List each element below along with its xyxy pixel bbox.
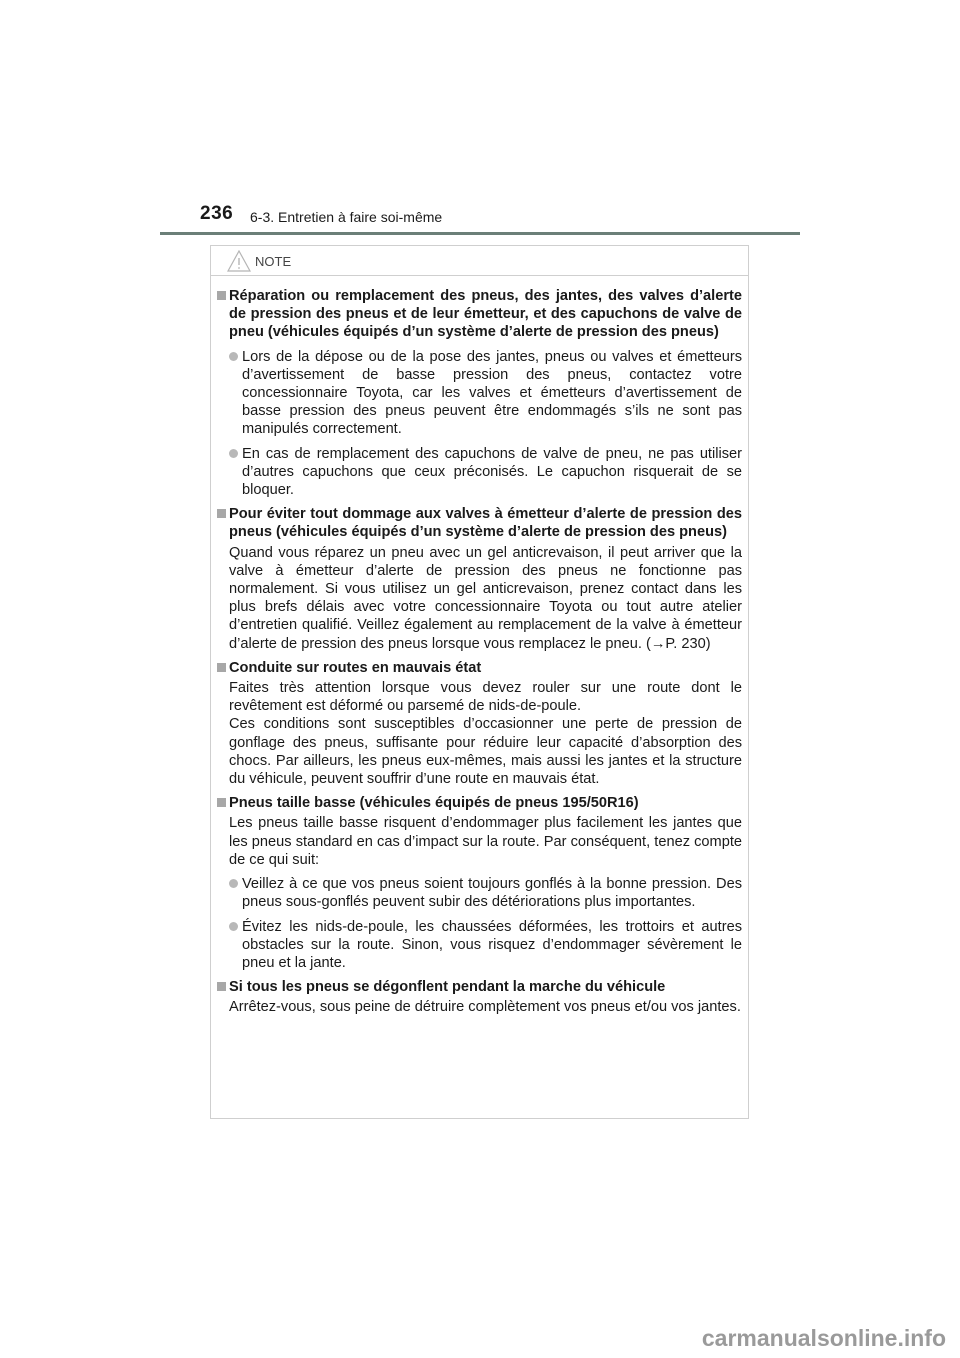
item-heading: Pneus taille basse (véhicules équipés de pneus 195/50R16) [229, 795, 639, 812]
item-text: Faites très attention lorsque vous devez rouler sur une route dont le revêtement est déformé ou parsemé de nids-de-poule. [229, 680, 742, 715]
item-heading: Réparation ou remplacement des pneus, des jantes, des valves d’alerte de pression des pneus et de leur émetteur, et des capuchons de valve de pneu (véhicules équipés d’un système d’alerte de pression des pneus) [229, 288, 742, 341]
list-item [229, 348, 742, 439]
item-text: Arrêtez-vous, sous peine de détruire complètement vos pneus et/ou vos jantes. [229, 999, 741, 1016]
section-title: 6-3. Entretien à faire soi-même [250, 209, 443, 225]
item-heading: Pour éviter tout dommage aux valves à émetteur d’alerte de pression des pneus (véhicules équipés d’un système d’alerte de pression des pneus) [229, 506, 742, 541]
warning-triangle-icon [227, 250, 251, 272]
list-item [229, 445, 742, 500]
note-item [217, 505, 742, 653]
note-item [217, 659, 742, 788]
bullet-text: Évitez les nids-de-poule, les chaussées déformées, les trottoirs et autres obstacles sur la route. Sinon, vous risquez d’endommager sévèrement le pneu et la jante. [242, 918, 742, 971]
item-text: Les pneus taille basse risquent d’endommager plus facilement les jantes que les pneus standard en cas d’impact sur la route. Par conséquent, tenez compte de ce qui suit: [229, 815, 742, 868]
round-bullet-icon [229, 352, 238, 361]
item-text: Quand vous réparez un pneu avec un gel anticrevaison, il peut arriver que la valve à émetteur d’alerte de pression des pneus ne fonctionne pas normalement. Si vous utilisez un gel anticrevaison, prenez contact dans les plus brefs délais avec votre concessionnaire Toyota ou tout autre atelier d’entretien qualifié. Veillez également au remplacement de la valve à émetteur d’alerte de pression des pneus lorsque vous remplacez le pneu. (→P. 230) [229, 544, 742, 652]
note-header [211, 246, 748, 276]
bullet-text: Veillez à ce que vos pneus soient toujours gonflés à la bonne pression. Des pneus sous-gonflés peuvent subir des détériorations plus importantes. [242, 876, 742, 911]
square-bullet-icon [217, 291, 226, 300]
header-rule [160, 232, 800, 235]
list-item [229, 875, 742, 911]
note-item [217, 978, 742, 1016]
square-bullet-icon [217, 982, 226, 991]
list-item [229, 918, 742, 973]
bullet-text: Lors de la dépose ou de la pose des jantes, pneus ou valves et émetteurs d’avertissement de basse pression des pneus, contactez votre concessionnaire Toyota, car les valves et émetteurs d’avertissement de basse pression des pneus peuvent être endommagés s’ils ne sont pas manipulés correctement. [242, 348, 742, 438]
item-heading: Conduite sur routes en mauvais état [229, 659, 482, 676]
watermark: carmanualsonline.info [701, 1325, 946, 1351]
round-bullet-icon [229, 449, 238, 458]
item-text: Ces conditions sont susceptibles d’occasionner une perte de pression de gonflage des pneus, suffisante pour réduire leur capacité d’absorption des chocs. Par ailleurs, les pneus eux-mêmes, mais aussi les jantes et la structure du véhicule, peuvent souffrir d’une route en mauvais état. [229, 716, 742, 788]
note-box [210, 245, 749, 1119]
note-item [217, 287, 742, 499]
round-bullet-icon [229, 879, 238, 888]
page-number: 236 [200, 203, 234, 224]
square-bullet-icon [217, 509, 226, 518]
note-item [217, 794, 742, 972]
item-heading: Si tous les pneus se dégonflent pendant la marche du véhicule [229, 979, 666, 996]
note-body [211, 276, 748, 1017]
bullet-text: En cas de remplacement des capuchons de valve de pneu, ne pas utiliser d’autres capuchons que ceux préconisés. Le capuchon risquerait de se bloquer. [242, 445, 742, 499]
note-label: NOTE [255, 254, 292, 269]
square-bullet-icon [217, 663, 226, 672]
round-bullet-icon [229, 922, 238, 931]
square-bullet-icon [217, 798, 226, 807]
